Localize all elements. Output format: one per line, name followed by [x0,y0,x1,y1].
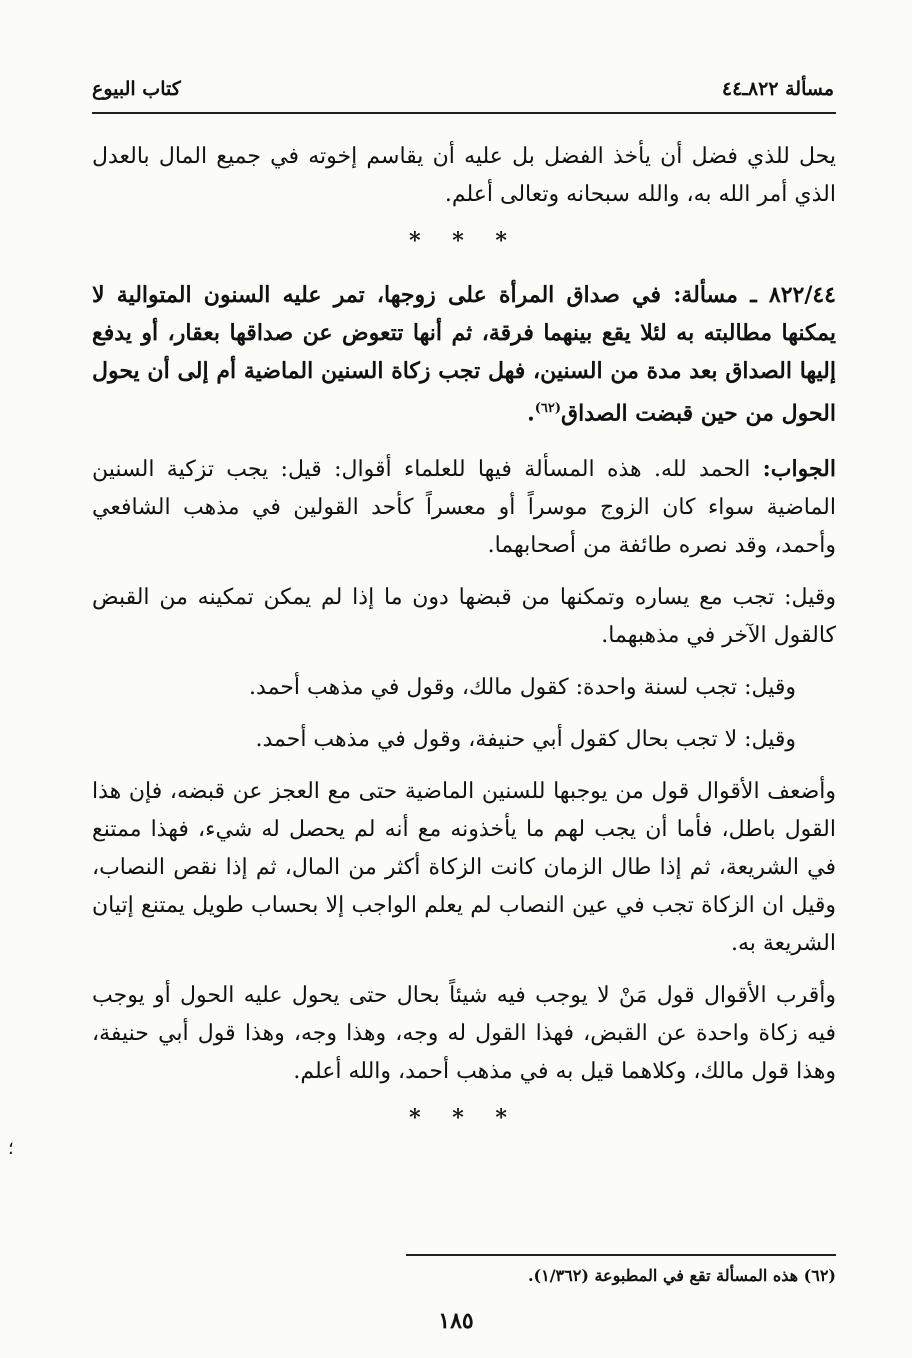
answer-label: الجواب: [762,456,836,483]
question-text: ٨٢٢/٤٤ ـ مسألة: في صداق المرأة على زوجها، تمر عليه السنون المتوالية لا يمكنها مطالبته به لئلا يقع بينهما فرقة، ثم أنها تتعوض عن صداقها بعقار، أو يدفع إليها الصداق بعد مدة من السنين، فهل تجب زكاة السنين الماضية أم إلى أن يحول الحول من حين قبضت الصداق [92,282,836,427]
header-issue-number: مسألة ٨٢٢ـ٤٤ [721,78,834,100]
opinion-paragraph-3: وقيل: لا تجب بحال كقول أبي حنيفة، وقول في مذهب أحمد. [255,727,796,753]
footnote-rule [406,1254,836,1256]
page-body [92,138,836,1131]
opinion-paragraph-2: وقيل: تجب لسنة واحدة: كقول مالك، وقول في مذهب أحمد. [249,675,796,701]
section-separator-end: * * * [409,1105,519,1132]
paragraph-continuation: يحل للذي فضل أن يأخذ الفضل بل عليه أن يقاسم إخوته في جميع المال بالعدل الذي أمر الله به، والله سبحانه وتعالى أعلم. [92,144,836,207]
question-paragraph [92,276,836,432]
closest-opinion-paragraph: وأقرب الأقوال قول مَنْ لا يوجب فيه شيئاً بحال حتى يحول عليه الحول أو يوجب فيه زكاة واحدة عن القبض، فهذا القول له وجه، وهذا وجه، وهذا قول أبي حنيفة، وهذا قول مالك، وكلاهما قيل به في مذهب أحمد، والله أعلم. [92,983,836,1085]
section-separator: * * * [409,228,519,254]
answer-text: الحمد لله. هذه المسألة فيها للعلماء أقوال: قيل: يجب تزكية السنين الماضية سواء كان الزوج موسراً أو معسراً كأحد القولين في مذهب الشافعي وأحمد، وقد نصره طائفة من أصحابهما. [92,457,836,559]
question-end: . [527,400,535,427]
page-number: ١٨٥ [438,1308,474,1334]
opinion-paragraph-1: وقيل: تجب مع يساره وتمكنها من قبضها دون ما إذا لم يمكن تمكينه من القبض كالقول الآخر في مذهبهما. [92,585,836,649]
answer-paragraph [92,450,836,565]
footnote-reference: (٦٢) [534,401,562,416]
header-book-title: كتاب البيوع [92,78,181,100]
footnote: (٦٢) هذه المسألة تقع في المطبوعة (١/٣٦٢). [527,1266,836,1285]
weakest-opinion-paragraph: وأضعف الأقوال قول من يوجبها للسنين الماضية حتى مع العجز عن قبضه، فإن هذا القول باطل، فأما أن يجب لهم ما يأخذونه مع أنه لم يحصل له شيء، فهذا ممتنع في الشريعة، ثم إذا طال الزمان كانت الزكاة أكثر من المال، ثم إذا نقص النصاب، وقيل ان الزكاة تجب في عين النصاب لم يعلم الواجب إلا بحساب طويل يمتنع إتيان الشريعة به. [92,779,836,957]
header-rule [92,112,836,114]
margin-mark: ؛ [8,1138,14,1159]
running-header [92,74,834,104]
